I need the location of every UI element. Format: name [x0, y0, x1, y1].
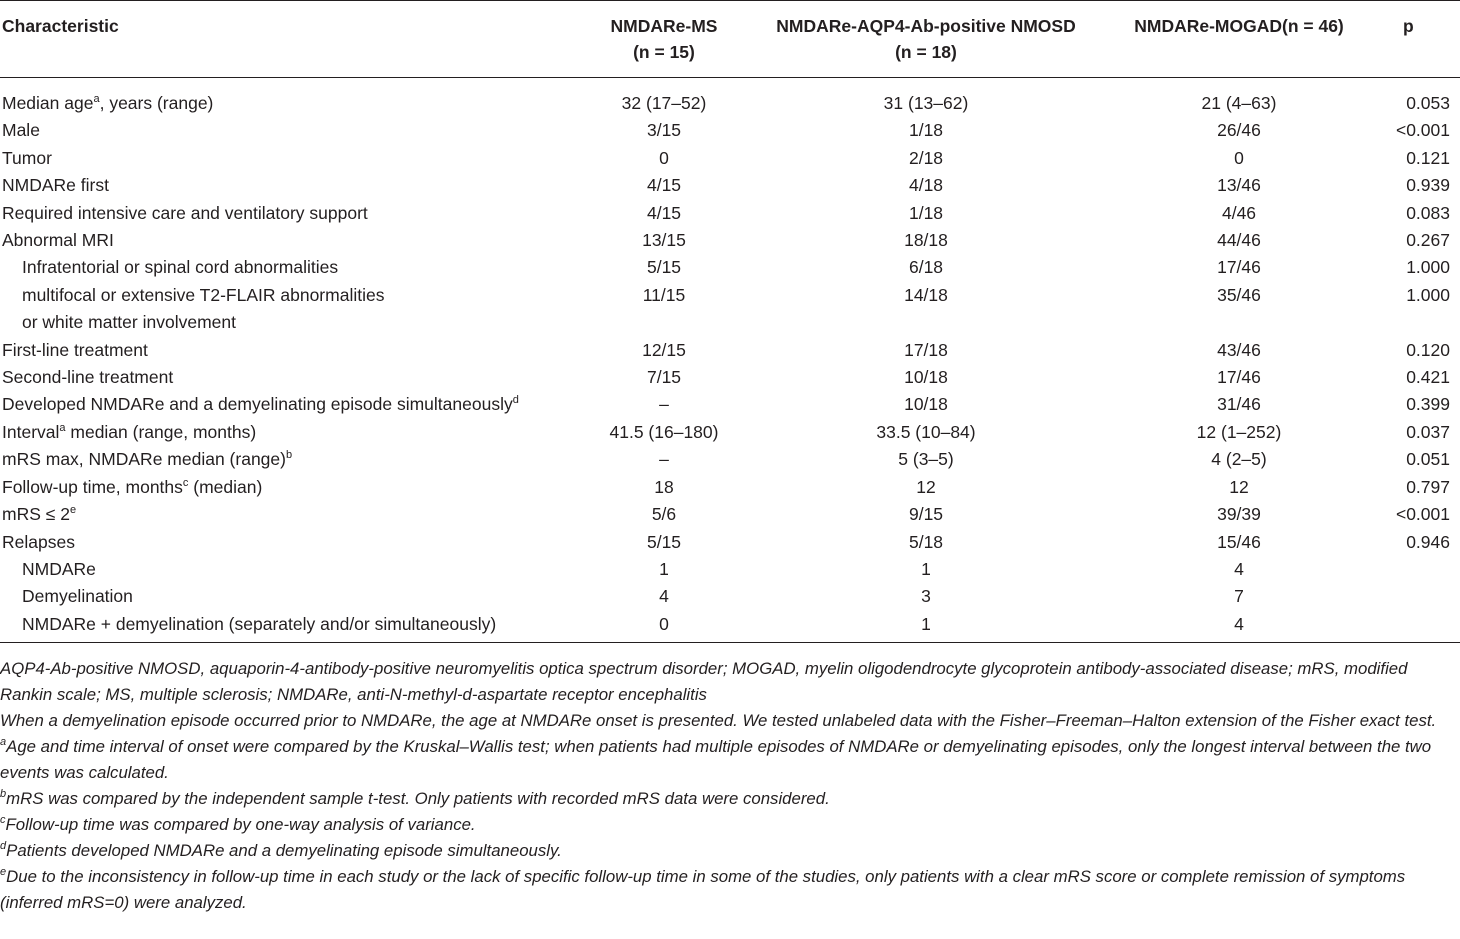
cell-mogad: 7	[1234, 586, 1244, 607]
table-row	[0, 145, 1460, 172]
footnote-marker: b	[0, 788, 7, 800]
row-label: NMDARe + demyelination (separately and/or simultaneously)	[22, 613, 497, 634]
cell-nmosd: 5/18	[908, 531, 944, 552]
row-label: Demyelination	[22, 586, 133, 607]
footnote-marker: c	[0, 814, 6, 826]
table-row	[0, 611, 1460, 643]
cell-p-value: 0.267	[1406, 230, 1450, 251]
cell-nmosd: 17/18	[904, 339, 948, 360]
cell-ms: 11/15	[642, 284, 686, 305]
row-characteristic	[0, 529, 583, 556]
row-label: NMDARe	[22, 558, 96, 579]
cell-ms: 32 (17–52)	[621, 93, 707, 113]
row-label: Follow-up time, months	[2, 476, 183, 497]
row-characteristic	[0, 446, 583, 473]
cell-ms: 41.5 (16–180)	[609, 421, 719, 442]
header-ms	[583, 1, 745, 78]
cell-mogad	[1107, 309, 1371, 336]
cell-ms: –	[659, 449, 669, 470]
table-spacer	[0, 78, 1460, 91]
row-label: Median age	[2, 93, 94, 113]
cell-nmosd: 18/18	[904, 230, 948, 251]
footnote-text: When a demyelination episode occurred prior to NMDARe, the age at NMDARe onset is presented. We tested unlabeled data with the Fisher–Freeman–Halton extension of the Fisher exact test.	[0, 711, 1437, 730]
cell-ms	[583, 309, 745, 336]
table-row	[0, 529, 1460, 556]
table-body	[0, 78, 1460, 643]
cell-mogad: 26/46	[1217, 120, 1261, 141]
cell-mogad: 44/46	[1217, 230, 1261, 251]
footnote-marker: a	[93, 93, 100, 105]
cell-mogad: 17/46	[1217, 257, 1261, 278]
cell-mogad: 12 (1–252)	[1196, 421, 1282, 442]
cell-p-value: 1.000	[1406, 284, 1450, 305]
row-label-tail: median (range, months)	[65, 421, 257, 442]
cell-p-value: 0.053	[1406, 93, 1450, 113]
header-p-value: p	[1371, 1, 1460, 78]
footnote	[0, 838, 1460, 864]
cell-p-value: 0.051	[1406, 449, 1450, 470]
cell-nmosd: 5 (3–5)	[898, 449, 954, 470]
footnote-marker: e	[69, 504, 77, 517]
cell-mogad: 4/46	[1221, 202, 1257, 223]
cell-ms: 4/15	[646, 175, 682, 196]
table-row	[0, 391, 1460, 418]
footnote-text: Follow-up time was compared by one-way analysis of variance.	[5, 815, 476, 834]
row-label: mRS ≤ 2	[2, 504, 70, 525]
cell-mogad: 39/39	[1217, 504, 1261, 525]
cell-ms: 12/15	[642, 339, 686, 360]
header-ms-n: (n = 15)	[633, 42, 695, 62]
cell-nmosd: 4/18	[908, 175, 944, 196]
table-row	[0, 172, 1460, 199]
row-characteristic	[0, 254, 583, 281]
cell-mogad: 4	[1234, 558, 1244, 579]
row-label: Developed NMDARe and a demyelinating episode simultaneously	[2, 394, 513, 415]
cell-nmosd: 10/18	[904, 367, 948, 388]
footnote-marker: c	[182, 476, 189, 489]
row-label: Infratentorial or spinal cord abnormalities	[22, 257, 339, 278]
header-characteristic: Characteristic	[0, 1, 583, 78]
row-label: Tumor	[2, 147, 52, 168]
row-characteristic	[0, 501, 583, 528]
cell-p-value: 1.000	[1406, 257, 1450, 278]
footnote-text: AQP4-Ab-positive NMOSD, aquaporin-4-antibody-positive neuromyelitis optica spectrum disorder; MOGAD, myelin oligodendrocyte glycoprotein antibody-associated disease; mRS, modified Rankin scale; MS, multiple sclerosis; NMDARe, anti-N-methyl-d-aspartate receptor encephalitis	[0, 659, 1408, 704]
footnote	[0, 812, 1460, 838]
cell-nmosd: 33.5 (10–84)	[876, 421, 976, 442]
table-row	[0, 556, 1460, 583]
header-nmosd-n: (n = 18)	[895, 42, 957, 62]
cell-nmosd: 1/18	[908, 120, 944, 141]
footnote-marker: a	[59, 421, 66, 434]
footnote-text: Age and time interval of onset were compared by the Kruskal–Wallis test; when patients had multiple episodes of NMDARe or demyelinating episodes, only the longest interval between the two events was calculated.	[0, 737, 1432, 782]
cell-p-value: 0.797	[1406, 476, 1450, 497]
row-characteristic	[0, 172, 583, 199]
footnote-marker: d	[512, 394, 519, 407]
cell-mogad: 17/46	[1217, 367, 1261, 388]
row-label: First-line treatment	[2, 339, 148, 360]
row-label-tail: , years (range)	[99, 93, 214, 113]
cell-ms: 4	[659, 586, 669, 607]
table-row	[0, 117, 1460, 144]
header-nmosd-name: NMDARe-AQP4-Ab-positive NMOSD	[776, 16, 1076, 36]
table-row	[0, 254, 1460, 281]
cell-mogad: 31/46	[1217, 394, 1261, 415]
cell-nmosd: 1/18	[908, 202, 944, 223]
cell-nmosd: 1	[745, 611, 1107, 643]
cell-nmosd: 31 (13–62)	[883, 93, 969, 113]
row-label: multifocal or extensive T2-FLAIR abnormalities	[22, 284, 385, 305]
row-characteristic	[0, 200, 583, 227]
row-characteristic	[0, 611, 583, 643]
footnote	[0, 786, 1460, 812]
footnote-text: Patients developed NMDARe and a demyelinating episode simultaneously.	[6, 841, 562, 860]
cell-mogad: 35/46	[1217, 284, 1261, 305]
cell-p-value: 0.037	[1406, 421, 1450, 442]
header-mogad: NMDARe-MOGAD(n = 46)	[1107, 1, 1371, 78]
row-characteristic	[0, 364, 583, 391]
row-characteristic	[0, 556, 583, 583]
row-characteristic	[0, 227, 583, 254]
table-row	[0, 419, 1460, 446]
table-row	[0, 501, 1460, 528]
footnote-marker: d	[0, 840, 7, 852]
table-row	[0, 446, 1460, 473]
table-row	[0, 474, 1460, 501]
cell-ms: 5/15	[646, 257, 682, 278]
cell-ms: 3/15	[646, 120, 682, 141]
row-characteristic	[0, 282, 583, 309]
cell-mogad: 21 (4–63)	[1201, 93, 1277, 113]
cell-mogad: 4 (2–5)	[1211, 449, 1267, 470]
table-row	[0, 337, 1460, 364]
footnote-marker: b	[285, 449, 293, 462]
cell-nmosd: 10/18	[904, 394, 948, 415]
table-row	[0, 309, 1460, 336]
cell-p-value: 0.421	[1406, 367, 1450, 388]
cell-mogad: 43/46	[1217, 339, 1261, 360]
cell-p-value: 0.120	[1406, 339, 1450, 360]
cell-nmosd: 9/15	[908, 504, 944, 525]
footnote	[0, 656, 1460, 708]
footnote-text: mRS was compared by the independent sample t-test. Only patients with recorded mRS data were considered.	[6, 789, 830, 808]
row-label: Male	[2, 120, 40, 141]
row-characteristic	[0, 583, 583, 610]
cell-nmosd: 2/18	[908, 147, 944, 168]
cell-nmosd: 12	[916, 476, 936, 497]
row-characteristic	[0, 90, 583, 117]
row-characteristic	[0, 337, 583, 364]
row-characteristic	[0, 474, 583, 501]
table-row	[0, 200, 1460, 227]
header-nmosd	[745, 1, 1107, 78]
cell-ms: –	[659, 394, 669, 415]
row-label: Relapses	[2, 531, 75, 552]
cell-ms: 1	[659, 558, 669, 579]
row-characteristic	[0, 117, 583, 144]
cell-ms: 5/6	[651, 504, 677, 525]
row-label: Second-line treatment	[2, 367, 174, 388]
cell-nmosd	[745, 309, 1107, 336]
table-row	[0, 583, 1460, 610]
cell-nmosd: 14/18	[904, 284, 948, 305]
footnote	[0, 734, 1460, 786]
cell-mogad: 12	[1229, 476, 1249, 497]
cell-nmosd: 1	[921, 558, 931, 579]
table-row	[0, 282, 1460, 309]
row-label: Required intensive care and ventilatory support	[2, 202, 368, 223]
cell-p-value: <0.001	[1395, 504, 1450, 525]
cell-p-value	[1371, 309, 1460, 336]
cell-ms: 0	[583, 611, 745, 643]
cell-nmosd: 3	[921, 586, 931, 607]
table-header	[0, 1, 1460, 78]
row-characteristic	[0, 309, 583, 336]
cell-p-value	[1371, 583, 1460, 610]
footnote-marker: e	[0, 866, 7, 878]
table-row	[0, 364, 1460, 391]
cell-ms: 13/15	[642, 230, 686, 251]
cell-p-value: 0.083	[1406, 202, 1450, 223]
cell-ms: 5/15	[646, 531, 682, 552]
row-characteristic	[0, 391, 583, 418]
row-label: mRS max, NMDARe median (range)	[2, 449, 286, 470]
cell-ms: 0	[659, 147, 669, 168]
row-characteristic	[0, 145, 583, 172]
cell-ms: 7/15	[646, 367, 682, 388]
header-ms-name: NMDARe-MS	[610, 16, 718, 36]
cell-mogad: 15/46	[1217, 531, 1261, 552]
cell-nmosd: 6/18	[908, 257, 944, 278]
row-label: or white matter involvement	[22, 312, 236, 333]
cell-p-value: 0.121	[1406, 147, 1450, 168]
cell-p-value: 0.946	[1406, 531, 1450, 552]
cell-ms: 4/15	[646, 202, 682, 223]
table-row	[0, 227, 1460, 254]
cell-p-value: 0.939	[1406, 175, 1450, 196]
cell-mogad: 13/46	[1217, 175, 1261, 196]
cell-mogad: 4	[1107, 611, 1371, 643]
cell-mogad: 0	[1234, 147, 1244, 168]
cell-p-value	[1371, 611, 1460, 643]
row-characteristic	[0, 419, 583, 446]
cell-p-value	[1371, 556, 1460, 583]
cell-ms: 18	[654, 476, 674, 497]
cell-p-value: <0.001	[1395, 120, 1450, 141]
footnote-marker: a	[0, 736, 7, 748]
row-label-tail: (median)	[188, 476, 263, 497]
row-label: Abnormal MRI	[2, 230, 114, 251]
table-footnotes	[0, 656, 1460, 916]
footnote	[0, 708, 1460, 734]
row-label: Interval	[2, 421, 60, 442]
footnote-text: Due to the inconsistency in follow-up time in each study or the lack of specific follow-up time in some of the studies, only patients with a clear mRS score or complete remission of symptoms (inferred mRS=0) were analyzed.	[0, 867, 1406, 912]
cell-p-value: 0.399	[1406, 394, 1450, 415]
row-label: NMDARe first	[2, 175, 109, 196]
table-row	[0, 90, 1460, 117]
footnote	[0, 864, 1460, 916]
